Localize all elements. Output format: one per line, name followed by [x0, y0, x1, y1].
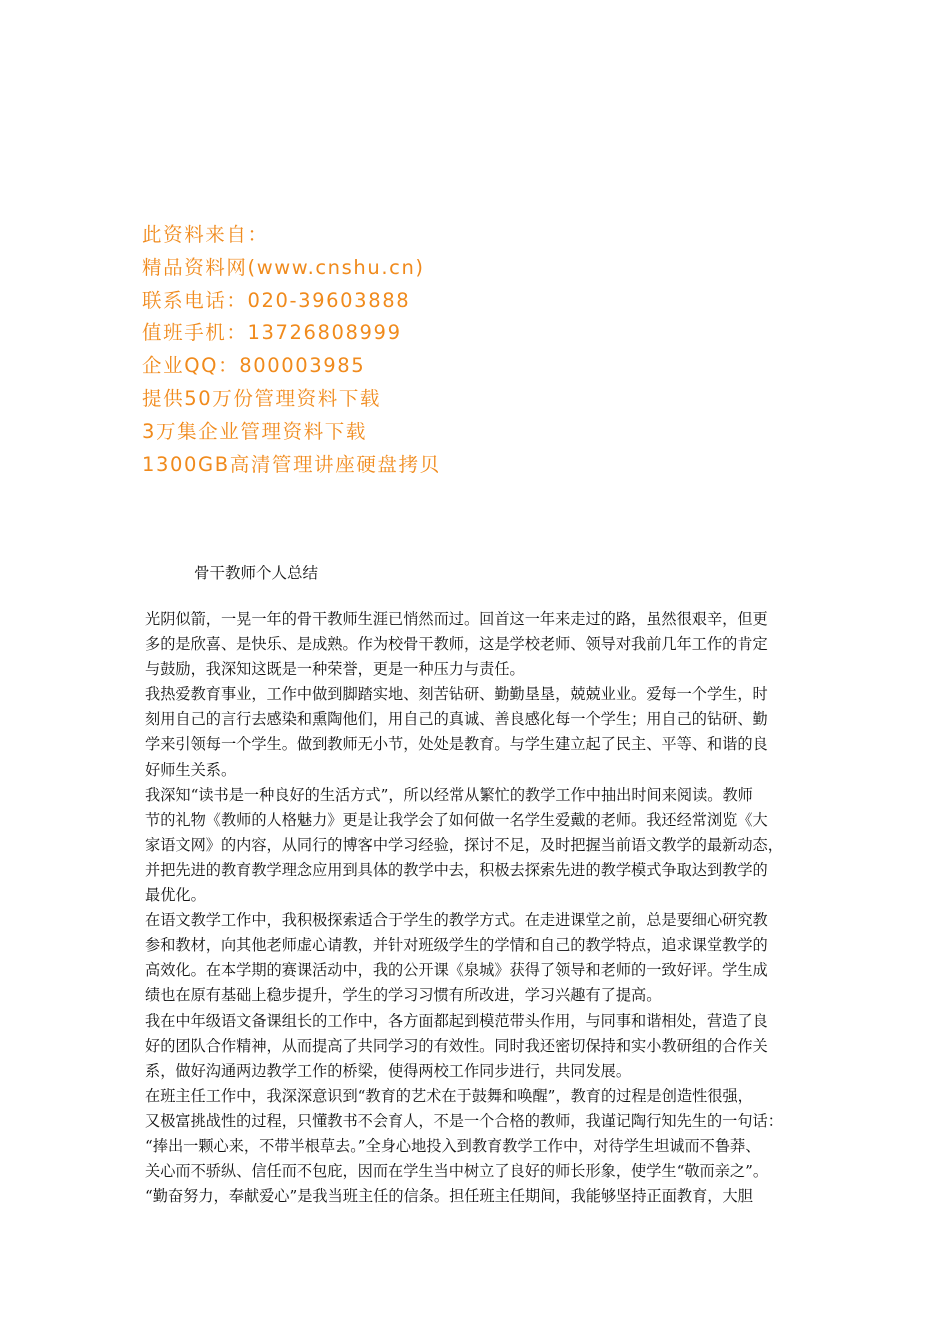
body-line: 我热爱教育事业，工作中做到脚踏实地、刻苦钻研、勤勤垦垦，兢兢业业。爱每一个学生，时 — [145, 685, 768, 704]
ad-website-line: 精品资料网(www.cnshu.cn) — [142, 255, 425, 279]
ad-source-line: 此资料来自： — [142, 223, 269, 246]
body-line: “勤奋努力，奉献爱心”是我当班主任的信条。担任班主任期间，我能够坚持正面教育，大胆 — [145, 1187, 753, 1206]
ad-phone-line: 联系电话：020-39603888 — [142, 288, 411, 312]
ad-offer-line: 提供50万份管理资料下载 — [142, 386, 382, 410]
body-line: 与鼓励，我深知这既是一种荣誉，更是一种压力与责任。 — [145, 660, 525, 679]
body-line: 绩也在原有基础上稳步提升，学生的学习习惯有所改进，学习兴趣有了提高。 — [145, 986, 662, 1005]
body-line: 节的礼物《教师的人格魅力》更是让我学会了如何做一名学生爱戴的老师。我还经常浏览《大 — [145, 810, 768, 829]
ad-offer-line: 3万集企业管理资料下载 — [142, 419, 368, 443]
document-title: 骨干教师个人总结 — [194, 564, 319, 582]
body-line: 刻用自己的言行去感染和熏陶他们，用自己的真诚、善良感化每一个学生；用自己的钻研、勤 — [145, 710, 768, 729]
body-line: 学来引领每一个学生。做到教师无小节，处处是教育。与学生建立起了民主、平等、和谐的良 — [145, 735, 768, 754]
body-line: 参和教材，向其他老师虚心请教，并针对班级学生的学情和自己的教学特点，追求课堂教学的 — [145, 936, 768, 955]
body-line: 又极富挑战性的过程，只懂教书不会育人，不是一个合格的教师，我谨记陶行知先生的一句话： — [145, 1111, 783, 1130]
ad-qq-line: 企业QQ：800003985 — [142, 354, 366, 378]
body-line: 我深知“读书是一种良好的生活方式”，所以经常从繁忙的教学工作中抽出时间来阅读。教师 — [145, 785, 753, 804]
ad-offer-line: 1300GB高清管理讲座硬盘拷贝 — [142, 452, 441, 476]
body-line: 并把先进的教育教学理念应用到具体的教学中去，积极去探索先进的教学模式争取达到教学的 — [145, 860, 768, 879]
body-line: 好的团队合作精神，从而提高了共同学习的有效性。同时我还密切保持和实小教研组的合作关 — [145, 1036, 768, 1055]
document-body — [145, 607, 813, 1209]
body-line: 好师生关系。 — [145, 760, 237, 779]
body-line: 在语文教学工作中，我积极探索适合于学生的教学方式。在走进课堂之前，总是要细心研究教 — [145, 911, 768, 930]
body-line: 多的是欣喜、是快乐、是成熟。作为校骨干教师，这是学校老师、领导对我前几年工作的肯定 — [145, 635, 768, 654]
body-line: 我在中年级语文备课组长的工作中，各方面都起到模范带头作用，与同事和谐相处，营造了良 — [145, 1011, 768, 1030]
body-line: 最优化。 — [145, 886, 206, 905]
body-line: 高效化。在本学期的赛课活动中，我的公开课《泉城》获得了领导和老师的一致好评。学生成 — [145, 961, 768, 980]
source-ad-block — [142, 219, 662, 481]
body-line: 系，做好沟通两边教学工作的桥梁，使得两校工作同步进行，共同发展。 — [145, 1061, 631, 1080]
body-line: “捧出一颗心来，不带半根草去。”全身心地投入到教育教学工作中，对待学生坦诚而不鲁莽、 — [145, 1136, 761, 1155]
body-line: 关心而不骄纵、信任而不包庇，因而在学生当中树立了良好的师长形象，使学生“敬而亲之”。 — [145, 1162, 769, 1181]
body-line: 家语文网》的内容，从同行的博客中学习经验，探讨不足，及时把握当前语文教学的最新动态， — [145, 835, 783, 854]
body-line: 光阴似箭，一晃一年的骨干教师生涯已悄然而过。回首这一年来走过的路，虽然很艰辛，但更 — [145, 610, 768, 628]
ad-mobile-line: 值班手机：13726808999 — [142, 321, 402, 345]
body-line: 在班主任工作中，我深深意识到“教育的艺术在于鼓舞和唤醒”，教育的过程是创造性很强， — [145, 1086, 753, 1105]
